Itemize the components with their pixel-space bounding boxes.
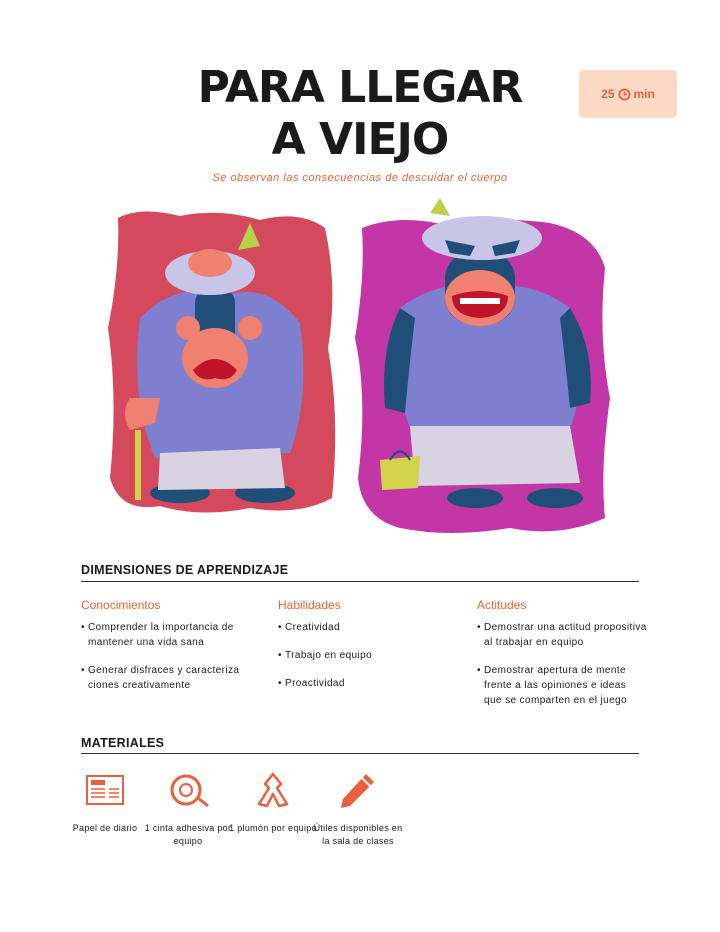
illustration-old-characters xyxy=(100,198,630,543)
material-marker xyxy=(228,770,318,835)
list-item: • Trabajo en equipo xyxy=(278,648,448,663)
tape-icon xyxy=(166,770,210,810)
marker-icon xyxy=(251,770,295,810)
materials-divider xyxy=(81,753,639,754)
time-badge xyxy=(579,70,677,118)
material-label: 1 cinta adhesiva por equipo xyxy=(144,823,232,846)
list-item: • Demostrar una actitud propositiva al trabajar en equipo xyxy=(477,620,647,650)
column-skills xyxy=(278,598,448,704)
list-item: • Creatividad xyxy=(278,620,448,635)
material-tape xyxy=(143,770,233,848)
material-label: 1 plumón por equipo xyxy=(229,823,317,833)
dimensions-heading: DIMENSIONES DE APRENDIZAJE xyxy=(81,563,289,577)
list-item: • Comprender la importancia de mantener una vida sana xyxy=(81,620,251,650)
title-line-1: PARA LLEGAR xyxy=(197,62,523,113)
list-item: • Demostrar apertura de mente frente a las opiniones e ideas que se comparten en el juego xyxy=(477,663,647,708)
list-item: • Proactividad xyxy=(278,676,448,691)
column-knowledge xyxy=(81,598,251,706)
subtitle: Se observan las consecuencias de descuidar el cuerpo xyxy=(212,172,508,184)
newspaper-icon xyxy=(83,770,127,810)
column-title: Actitudes xyxy=(477,598,527,612)
material-newspaper xyxy=(60,770,150,835)
column-title: Conocimientos xyxy=(81,598,161,612)
pencil-icon xyxy=(336,770,380,810)
materials-heading: MATERIALES xyxy=(81,736,165,750)
time-unit: min xyxy=(633,87,655,101)
material-label: Papel de diario xyxy=(72,823,138,833)
material-label: Útiles disponibles en la sala de clases xyxy=(313,823,403,846)
material-classroom-supplies xyxy=(313,770,403,848)
list-item: • Generar disfraces y caracteriza ciones creativamente xyxy=(81,663,251,693)
dimensions-divider xyxy=(81,581,639,582)
time-value: 25 xyxy=(601,87,615,101)
column-attitudes xyxy=(477,598,647,721)
column-title: Habilidades xyxy=(278,598,341,612)
title-line-2: A VIEJO xyxy=(271,114,449,165)
clock-icon xyxy=(618,88,631,101)
